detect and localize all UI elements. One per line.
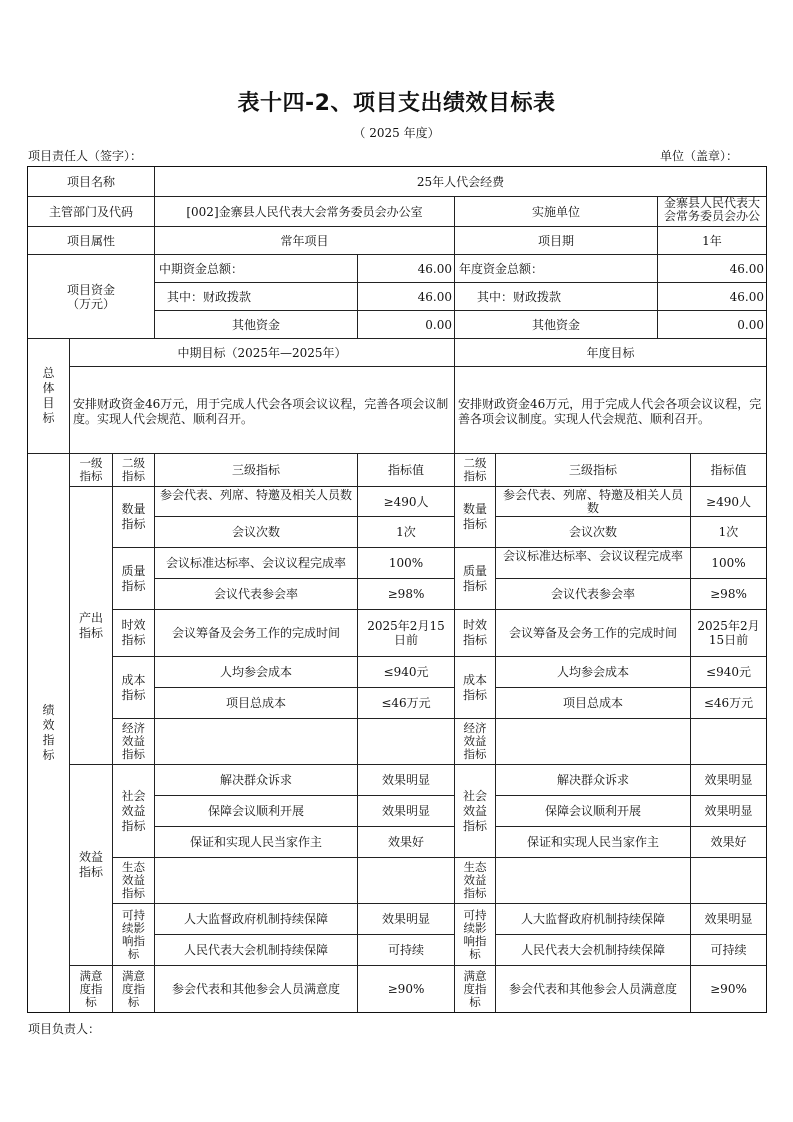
- row-value-annual: ≤940元: [690, 656, 767, 688]
- satisfaction-indicator-label: 满意度指标: [69, 965, 113, 1013]
- row-value-annual: 100%: [690, 547, 767, 579]
- group-quantity-annual: 数量指标: [454, 486, 496, 548]
- row-name-annual: 保障会议顺利开展: [495, 795, 691, 827]
- project-period-value: 1年: [657, 226, 767, 255]
- header-value-annual: 指标值: [690, 453, 767, 487]
- footer-label: 项目负责人：: [28, 1022, 101, 1036]
- row-name-annual: 参会代表和其他参会人员满意度: [495, 965, 691, 1013]
- year-line: （ 2025 年度）: [353, 126, 440, 140]
- year-goal-header: 年度目标: [454, 338, 767, 367]
- year-total-value: 46.00: [657, 254, 767, 283]
- dept-label: 主管部门及代码: [27, 196, 155, 227]
- row-value: ≥98%: [357, 578, 455, 610]
- funds-label: [27, 254, 155, 339]
- row-value-annual: ≤46万元: [690, 687, 767, 719]
- row-name: 人大监督政府机制持续保障: [154, 903, 358, 935]
- row-value-empty: [357, 857, 455, 904]
- year-goal-text-content: 安排财政资金46万元，用于完成人代会各项会议议程，完善各项会议制度。实现人代会规范、顺利召开。: [458, 397, 762, 426]
- header-level2: 二级指标: [112, 453, 155, 487]
- signer-label: 项目责任人（签字）：: [28, 149, 143, 163]
- page-title: 表十四-2、项目支出绩效目标表: [237, 91, 556, 116]
- unit-seal-label: 单位（盖章）：: [660, 149, 739, 163]
- row-name-annual: 会议标准达标率、会议议程完成率: [495, 547, 691, 579]
- row-value-annual: 效果好: [690, 826, 767, 858]
- project-attr-value: 常年项目: [154, 226, 455, 255]
- group-ecological-annual: 生态效益指标: [454, 857, 496, 904]
- row-name: 项目总成本: [154, 687, 358, 719]
- row-value: ≥490人: [357, 486, 455, 517]
- mid-total-label: 中期资金总额：: [154, 254, 358, 283]
- group-economic: 经济效益指标: [112, 718, 155, 765]
- year-total-label: 年度资金总额：: [454, 254, 658, 283]
- header-level3: 三级指标: [154, 453, 358, 487]
- perf-indicator-label: 绩效指标: [27, 453, 70, 1013]
- group-satisfaction-annual: 满意度指标: [454, 965, 496, 1013]
- group-sustainable-annual: 可持续影响指标: [454, 903, 496, 966]
- mid-other-label: 其他资金: [154, 310, 358, 339]
- benefit-indicator-label: 效益指标: [69, 764, 113, 966]
- row-name-annual: 人均参会成本: [495, 656, 691, 688]
- row-name: 会议次数: [154, 516, 358, 548]
- row-name: 会议筹备及会务工作的完成时间: [154, 609, 358, 657]
- mid-goal-header: 中期目标（2025年—2025年）: [69, 338, 455, 367]
- group-cost: 成本指标: [112, 656, 155, 719]
- year-goal-text: [454, 366, 767, 454]
- year-other-label: 其他资金: [454, 310, 658, 339]
- impl-unit-value: 金寨县人民代表大会常务委员会办公: [657, 196, 767, 227]
- row-value-empty: [357, 718, 455, 765]
- group-economic-annual: 经济效益指标: [454, 718, 496, 765]
- row-name-annual: 参会代表、列席、特邀及相关人员数: [495, 486, 691, 517]
- mid-total-value: 46.00: [357, 254, 455, 283]
- row-name: 会议代表参会率: [154, 578, 358, 610]
- funds-label-line2: （万元）: [66, 296, 115, 311]
- project-attr-label: 项目属性: [27, 226, 155, 255]
- row-name: 会议标准达标率、会议议程完成率: [154, 547, 358, 579]
- group-social: 社会效益指标: [112, 764, 155, 858]
- project-period-label: 项目期: [454, 226, 658, 255]
- overall-goal-label: 总体目标: [27, 338, 70, 454]
- row-name-empty: [154, 857, 358, 904]
- row-name-annual: 会议次数: [495, 516, 691, 548]
- row-value-annual: 效果明显: [690, 764, 767, 796]
- row-name-annual: 解决群众诉求: [495, 764, 691, 796]
- row-name-annual: 项目总成本: [495, 687, 691, 719]
- row-name: 人民代表大会机制持续保障: [154, 934, 358, 966]
- row-name-annual: 人民代表大会机制持续保障: [495, 934, 691, 966]
- output-indicator-label: 产出指标: [69, 486, 113, 765]
- group-cost-annual: 成本指标: [454, 656, 496, 719]
- row-name-empty-annual: [495, 857, 691, 904]
- row-value: 100%: [357, 547, 455, 579]
- row-value-empty-annual: [690, 718, 767, 765]
- row-value: 可持续: [357, 934, 455, 966]
- row-name: 解决群众诉求: [154, 764, 358, 796]
- header-value: 指标值: [357, 453, 455, 487]
- row-value-annual: 2025年2月15日前: [690, 609, 767, 657]
- row-value: ≥90%: [357, 965, 455, 1013]
- row-name-annual: 人大监督政府机制持续保障: [495, 903, 691, 935]
- project-name-value: 25年人代会经费: [154, 166, 767, 197]
- row-value: 效果好: [357, 826, 455, 858]
- group-ecological: 生态效益指标: [112, 857, 155, 904]
- row-value-annual: ≥490人: [690, 486, 767, 517]
- row-name-empty-annual: [495, 718, 691, 765]
- header-level2-annual: 二级指标: [454, 453, 496, 487]
- header-level3-annual: 三级指标: [495, 453, 691, 487]
- mid-goal-text: [69, 366, 455, 454]
- row-value: ≤940元: [357, 656, 455, 688]
- row-value-annual: ≥90%: [690, 965, 767, 1013]
- row-name: 人均参会成本: [154, 656, 358, 688]
- impl-unit-label: 实施单位: [454, 196, 658, 227]
- row-value: 效果明显: [357, 795, 455, 827]
- header-level1: 一级指标: [69, 453, 113, 487]
- year-fiscal-value: 46.00: [657, 282, 767, 311]
- group-timeliness-annual: 时效指标: [454, 609, 496, 657]
- row-name: 参会代表、列席、特邀及相关人员数: [154, 486, 358, 517]
- row-value-annual: ≥98%: [690, 578, 767, 610]
- project-name-label: 项目名称: [27, 166, 155, 197]
- row-value-annual: 效果明显: [690, 795, 767, 827]
- mid-other-value: 0.00: [357, 310, 455, 339]
- group-satisfaction: 满意度指标: [112, 965, 155, 1013]
- row-name: 保障会议顺利开展: [154, 795, 358, 827]
- group-social-annual: 社会效益指标: [454, 764, 496, 858]
- group-quality: 质量指标: [112, 547, 155, 610]
- row-value: 2025年2月15日前: [357, 609, 455, 657]
- group-sustainable: 可持续影响指标: [112, 903, 155, 966]
- row-value-empty-annual: [690, 857, 767, 904]
- mid-goal-text-content: 安排财政资金46万元，用于完成人代会各项会议议程，完善各项会议制度。实现人代会规范、顺利召开。: [73, 397, 449, 426]
- row-value-annual: 效果明显: [690, 903, 767, 935]
- group-timeliness: 时效指标: [112, 609, 155, 657]
- row-name-annual: 会议筹备及会务工作的完成时间: [495, 609, 691, 657]
- row-value-annual: 可持续: [690, 934, 767, 966]
- row-name-annual: 保证和实现人民当家作主: [495, 826, 691, 858]
- dept-value: [002]金寨县人民代表大会常务委员会办公室: [154, 196, 455, 227]
- mid-fiscal-value: 46.00: [357, 282, 455, 311]
- row-value: ≤46万元: [357, 687, 455, 719]
- row-name: 保证和实现人民当家作主: [154, 826, 358, 858]
- group-quantity: 数量指标: [112, 486, 155, 548]
- row-name: 参会代表和其他参会人员满意度: [154, 965, 358, 1013]
- row-value-annual: 1次: [690, 516, 767, 548]
- funds-label-line1: 项目资金: [66, 282, 115, 297]
- row-value: 效果明显: [357, 903, 455, 935]
- mid-fiscal-label: 其中：财政拨款: [154, 282, 358, 311]
- row-name-annual: 会议代表参会率: [495, 578, 691, 610]
- year-fiscal-label: 其中：财政拨款: [454, 282, 658, 311]
- row-value: 效果明显: [357, 764, 455, 796]
- row-name-empty: [154, 718, 358, 765]
- row-value: 1次: [357, 516, 455, 548]
- group-quality-annual: 质量指标: [454, 547, 496, 610]
- year-other-value: 0.00: [657, 310, 767, 339]
